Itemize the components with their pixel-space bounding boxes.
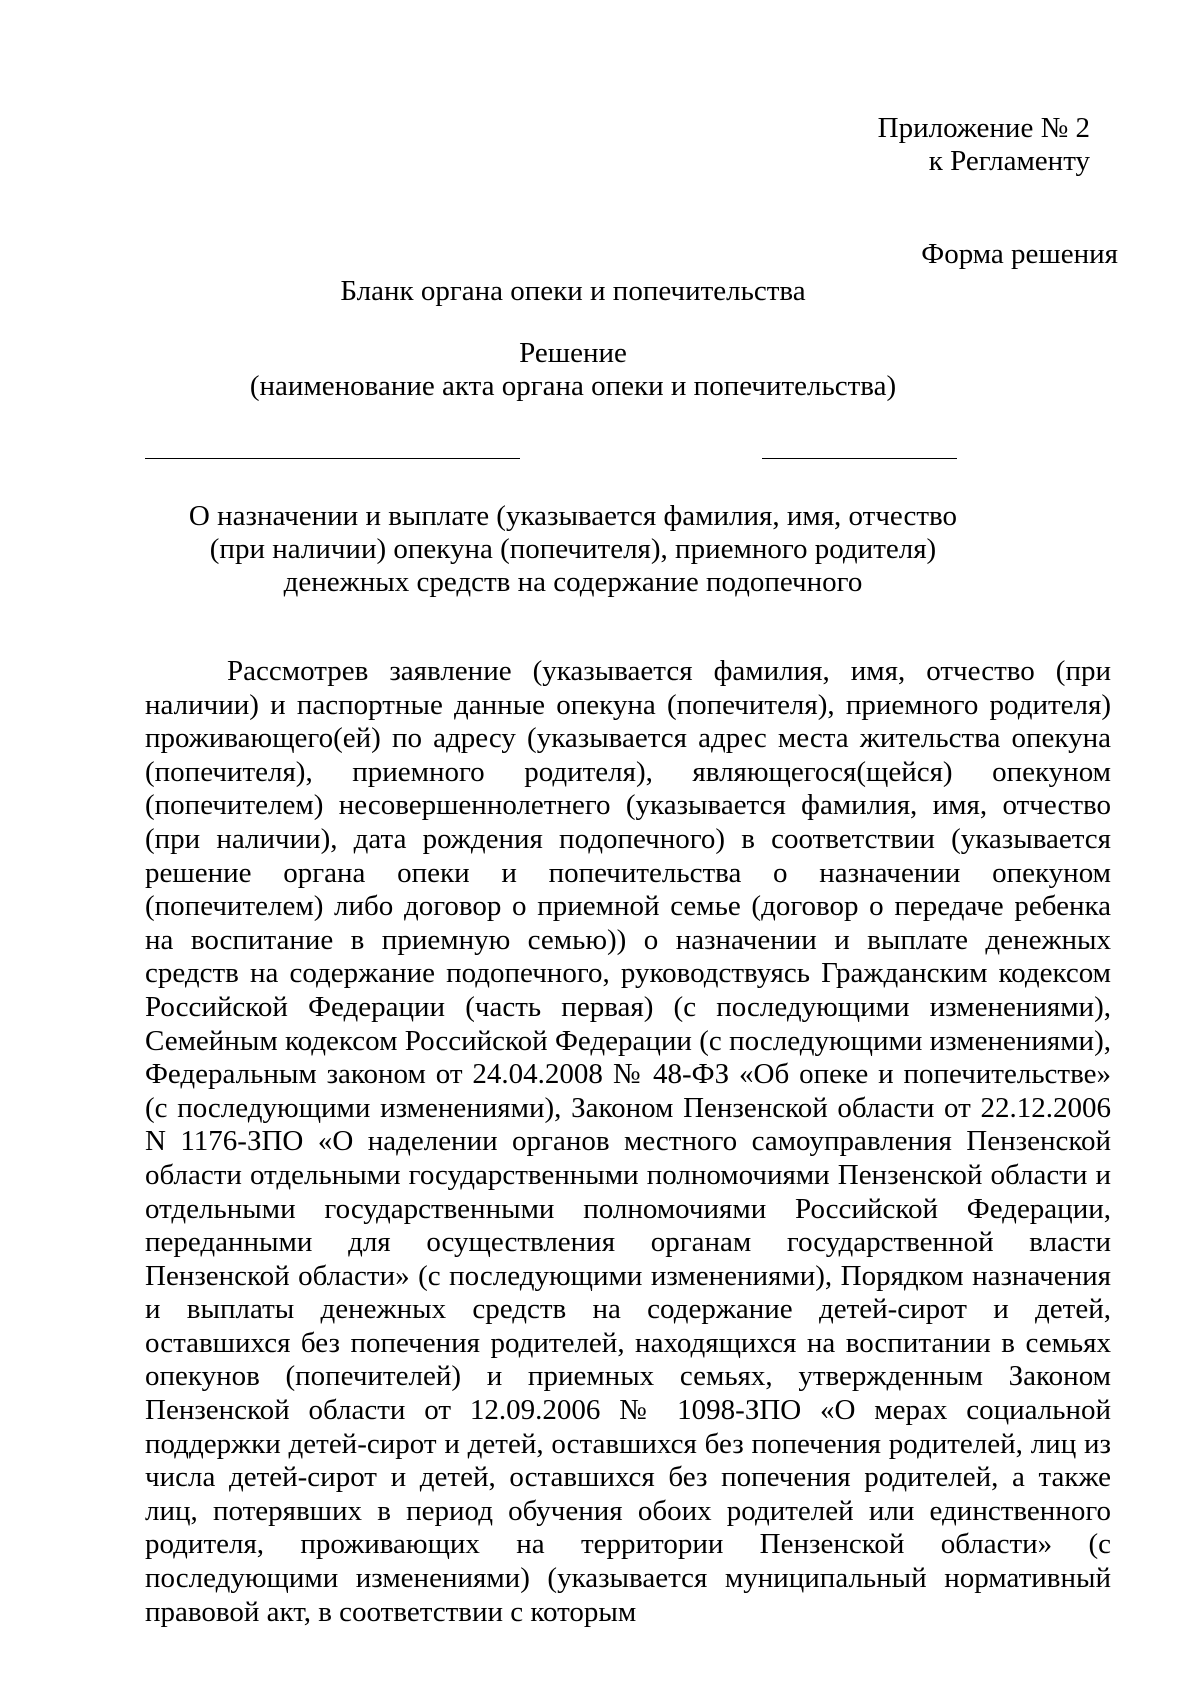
document-title: Решение [519,337,627,369]
form-type-label: Форма решения [921,238,1118,270]
number-fill-line [762,458,957,459]
date-fill-line [145,458,520,459]
body-paragraph: Рассмотрев заявление (указывается фамилия, имя, отчество (при наличии) и паспортные данные опекуна (попечителя), приемного родителя) проживающего(ей) по адресу (указывается адрес места жительства опекуна (попечителя), приемного родителя), являющегося(щейся) опекуном (попечителем) несовершеннолетнего (указывается фамилия, имя, отчество (при наличии), дата рождения подопечного) в соответствии (указывается решение органа опеки и попечительства о назначении опекуном (попечителем) либо договор о приемной семье (договор о передаче ребенка на воспитание в приемную семью)) о назначении и выплате денежных средств на содержание подопечного, руководствуясь Гражданским кодексом Российской Федерации (часть первая) (с последующими изменениями), Семейным кодексом Российской Федерации (с последующими изменениями), Федеральным законом от 24.04.2008 № 48-ФЗ «Об опеке и попечительстве» (с последующими изменениями), Законом Пензенской области от 22.12.2006 N 1176-ЗПО «О наделении органов местного самоуправления Пензенской области отдельными государственными полномочиями Пензенской области и отдельными государственными полномочиями Российской Федерации, переданными для осуществления органам государственной власти Пензенской области» (с последующими изменениями), Порядком назначения и выплаты денежных средств на содержание детей-сирот и детей, оставшихся без попечения родителей, находящихся на воспитании в семьях опекунов (попечителей) и приемных семьях, утвержденным Законом Пензенской области от 12.09.2006 № 1098-ЗПО «О мерах социальной поддержки детей-сирот и детей, оставшихся без попечения родителей, лиц из числа детей-сирот и детей, оставшихся без попечения родителей, а также лиц, потерявших в период обучения обоих родителей или единственного родителя, проживающих на территории Пензенской области» (с последующими изменениями) (указывается муниципальный нормативный правовой акт, в соответствии с которым [145,655,1111,1628]
subject-line-1: О назначении и выплате (указывается фамилия, имя, отчество [188,500,958,532]
letterhead-label: Бланк органа опеки и попечительства [340,275,806,307]
appendix-regulation: к Регламенту [928,145,1090,177]
subject-line-2: (при наличии) опекуна (попечителя), приемного родителя) [209,533,937,565]
appendix-reference [878,112,1090,178]
subject-line-3: денежных средств на содержание подопечного [283,566,863,598]
subject-heading [0,500,1146,599]
act-name-caption: (наименование акта органа опеки и попечительства) [249,370,897,402]
appendix-number: Приложение № 2 [877,112,1090,144]
